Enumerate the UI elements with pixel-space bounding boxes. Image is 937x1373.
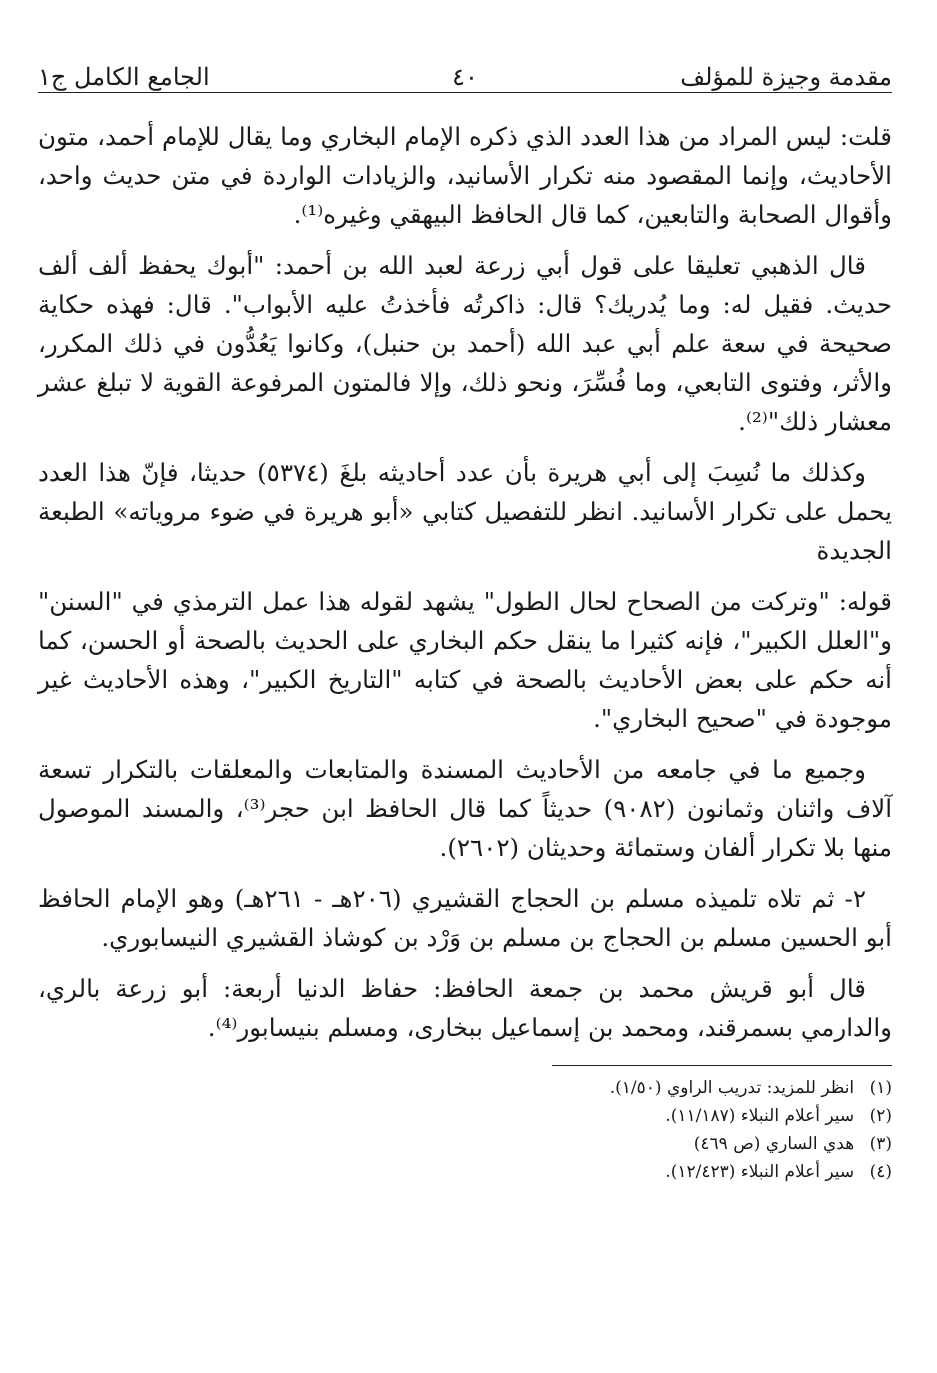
footnotes [552, 1065, 892, 1186]
footnote-text: انظر للمزيد: تدريب الراوي (١/٥٠). [609, 1078, 855, 1098]
paragraph: وجميع ما في جامعه من الأحاديث المسندة والمتابعات والمعلقات بالتكرار تسعة آلاف واثنان وثمانون (٩٠٨٢) حديثاً كما قال الحافظ ابن حجر⁽³⁾، والمسند الموصول منها بلا تكرار ألفان وستمائة وحديثان (٢٦٠٢). [38, 755, 893, 862]
paragraph: قوله: "وتركت من الصحاح لحال الطول" يشهد لقوله هذا عمل الترمذي في "السنن" و"العلل الكبير"، فإنه كثيرا ما ينقل حكم البخاري على الحديث بالصحة أو الحسن، كما أنه حكم على بعض الأحاديث بالصحة في كتابه "التاريخ الكبير"، وهذه الأحاديث غير موجودة في "صحيح البخاري". [38, 587, 892, 733]
paragraph: ٢- ثم تلاه تلميذه مسلم بن الحجاج القشيري (٢٠٦هـ - ٢٦١هـ) وهو الإمام الحافظ أبو الحسين مسلم بن الحجاج بن مسلم بن وَرْد بن كوشاذ القشيري النيسابوري. [38, 884, 892, 952]
paragraph: قال الذهبي تعليقا على قول أبي زرعة لعبد الله بن أحمد: "أبوك يحفظ ألف ألف حديث. فقيل له: وما يُدريك؟ قال: ذاكرتُه فأخذتُ عليه الأبواب". قال: فهذه حكاية صحيحة في سعة علم أبي عبد الله (أحمد بن حنبل)، وكانوا يَعُدُّون في ذلك المكرر، والأثر، وفتوى التابعي، وما فُسِّرَ، ونحو ذلك، وإلا فالمتون المرفوعة القوية لا تبلغ عشر معشار ذلك"⁽²⁾. [38, 251, 892, 436]
footnote [552, 1130, 892, 1158]
paragraph: وكذلك ما نُسِبَ إلى أبي هريرة بأن عدد أحاديثه بلغَ (٥٣٧٤) حديثا، فإنّ هذا العدد يحمل على تكرار الأسانيد. انظر للتفصيل كتابي «أبو هريرة في ضوء مروياته» الطبعة الجديدة [38, 458, 892, 565]
page-header [38, 40, 892, 93]
footnote [552, 1074, 892, 1102]
book-page [38, 40, 892, 1186]
footnote-number: (٢) [869, 1106, 892, 1126]
footnote-number: (٣) [869, 1134, 892, 1154]
footnote [552, 1158, 892, 1186]
book-title: الجامع الكامل ج١ [38, 63, 210, 91]
footnote-text: سير أعلام النبلاء (١١/١٨٧). [665, 1106, 855, 1126]
footnote-number: (١) [869, 1078, 892, 1098]
footnote-text: سير أعلام النبلاء (١٢/٤٢٣). [665, 1162, 855, 1182]
footnote-text: هدي الساري (ص ٤٦٩) [693, 1134, 855, 1154]
footnote-number: (٤) [869, 1162, 892, 1182]
page-body [38, 117, 892, 1047]
chapter-title: مقدمة وجيزة للمؤلف [680, 63, 892, 91]
footnote [552, 1102, 892, 1130]
page-number: ٤٠ [452, 63, 478, 91]
paragraph: قال أبو قريش محمد بن جمعة الحافظ: حفاظ الدنيا أربعة: أبو زرعة بالري، والدارمي بسمرقند، ومحمد بن إسماعيل ببخارى، ومسلم بنيسابور⁽⁴⁾. [38, 974, 892, 1042]
paragraph: قلت: ليس المراد من هذا العدد الذي ذكره الإمام البخاري وما يقال للإمام أحمد، متون الأحاديث، وإنما المقصود منه تكرار الأسانيد، والزيادات الواردة في متن حديث واحد، وأقوال الصحابة والتابعين، كما قال الحافظ البيهقي وغيره⁽¹⁾. [38, 122, 892, 229]
